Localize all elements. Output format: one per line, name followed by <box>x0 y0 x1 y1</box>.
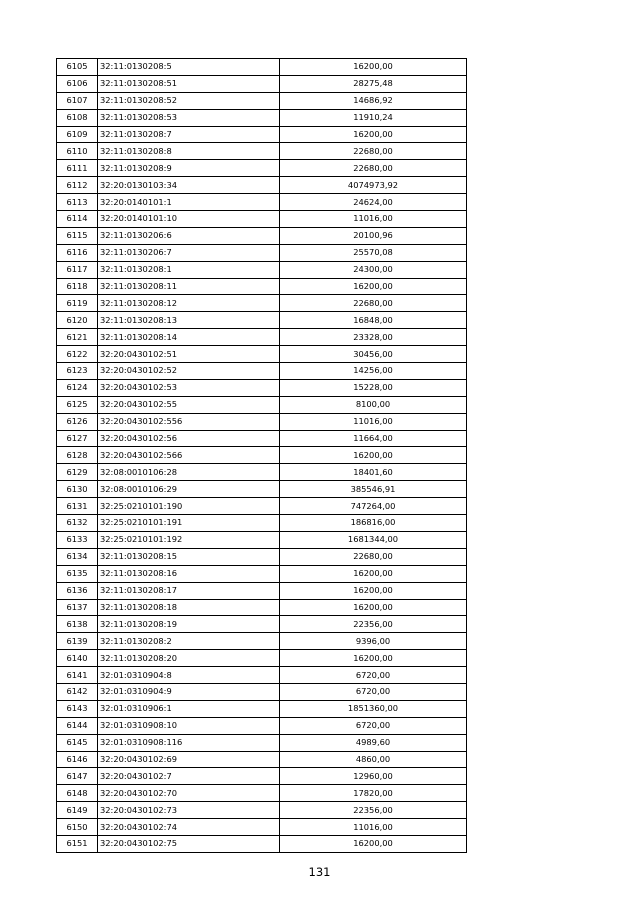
cadastral-number-cell: 32:25:0210101:190 <box>98 498 280 515</box>
table-row <box>57 531 467 548</box>
cadastral-number-cell: 32:11:0130208:52 <box>98 92 280 109</box>
value-cell: 4074973,92 <box>280 177 467 194</box>
cadastral-number-cell: 32:01:0310908:116 <box>98 734 280 751</box>
value-cell: 22680,00 <box>280 160 467 177</box>
cadastral-number-cell: 32:01:0310904:9 <box>98 683 280 700</box>
value-cell: 30456,00 <box>280 346 467 363</box>
value-cell: 28275,48 <box>280 75 467 92</box>
value-cell: 16200,00 <box>280 565 467 582</box>
cadastral-number-cell: 32:20:0140101:10 <box>98 211 280 228</box>
row-number-cell: 6123 <box>57 363 98 380</box>
value-cell: 11910,24 <box>280 109 467 126</box>
cadastral-number-cell: 32:11:0130208:14 <box>98 329 280 346</box>
table-row <box>57 515 467 532</box>
cadastral-number-cell: 32:11:0130208:1 <box>98 261 280 278</box>
table-row <box>57 59 467 76</box>
value-cell: 25570,08 <box>280 244 467 261</box>
cadastral-number-cell: 32:20:0430102:55 <box>98 396 280 413</box>
value-cell: 14256,00 <box>280 363 467 380</box>
value-cell: 11664,00 <box>280 430 467 447</box>
row-number-cell: 6121 <box>57 329 98 346</box>
row-number-cell: 6132 <box>57 515 98 532</box>
table-row <box>57 582 467 599</box>
row-number-cell: 6143 <box>57 700 98 717</box>
cadastral-number-cell: 32:11:0130208:17 <box>98 582 280 599</box>
cadastral-number-cell: 32:11:0130208:12 <box>98 295 280 312</box>
row-number-cell: 6109 <box>57 126 98 143</box>
row-number-cell: 6105 <box>57 59 98 76</box>
table-row <box>57 498 467 515</box>
cadastral-number-cell: 32:01:0310906:1 <box>98 700 280 717</box>
row-number-cell: 6133 <box>57 531 98 548</box>
table-row <box>57 261 467 278</box>
row-number-cell: 6148 <box>57 785 98 802</box>
table-row <box>57 819 467 836</box>
cadastral-number-cell: 32:20:0430102:52 <box>98 363 280 380</box>
cadastral-number-cell: 32:20:0430102:73 <box>98 802 280 819</box>
table-row <box>57 295 467 312</box>
row-number-cell: 6149 <box>57 802 98 819</box>
cadastral-number-cell: 32:11:0130208:16 <box>98 565 280 582</box>
value-cell: 16200,00 <box>280 582 467 599</box>
row-number-cell: 6125 <box>57 396 98 413</box>
table-row <box>57 346 467 363</box>
value-cell: 6720,00 <box>280 717 467 734</box>
cadastral-number-cell: 32:11:0130208:9 <box>98 160 280 177</box>
value-cell: 16200,00 <box>280 599 467 616</box>
table-row <box>57 126 467 143</box>
table-row <box>57 751 467 768</box>
value-cell: 747264,00 <box>280 498 467 515</box>
cadastral-number-cell: 32:20:0430102:70 <box>98 785 280 802</box>
row-number-cell: 6145 <box>57 734 98 751</box>
cadastral-number-cell: 32:08:0010106:28 <box>98 464 280 481</box>
table-row <box>57 363 467 380</box>
cadastral-number-cell: 32:11:0130208:11 <box>98 278 280 295</box>
table-row <box>57 194 467 211</box>
value-cell: 16200,00 <box>280 835 467 852</box>
table-row <box>57 768 467 785</box>
row-number-cell: 6141 <box>57 667 98 684</box>
value-cell: 15228,00 <box>280 379 467 396</box>
table-row <box>57 109 467 126</box>
table-row <box>57 92 467 109</box>
row-number-cell: 6139 <box>57 633 98 650</box>
row-number-cell: 6131 <box>57 498 98 515</box>
table-row <box>57 430 467 447</box>
row-number-cell: 6135 <box>57 565 98 582</box>
cadastral-number-cell: 32:11:0130206:6 <box>98 227 280 244</box>
table-row <box>57 447 467 464</box>
cadastral-number-cell: 32:01:0310904:8 <box>98 667 280 684</box>
value-cell: 385546,91 <box>280 481 467 498</box>
cadastral-number-cell: 32:11:0130208:13 <box>98 312 280 329</box>
row-number-cell: 6129 <box>57 464 98 481</box>
table-row <box>57 599 467 616</box>
page-number: 131 <box>308 865 331 879</box>
table-row <box>57 683 467 700</box>
cadastral-number-cell: 32:11:0130208:15 <box>98 548 280 565</box>
value-cell: 1681344,00 <box>280 531 467 548</box>
row-number-cell: 6146 <box>57 751 98 768</box>
row-number-cell: 6117 <box>57 261 98 278</box>
table-row <box>57 700 467 717</box>
value-cell: 186816,00 <box>280 515 467 532</box>
row-number-cell: 6144 <box>57 717 98 734</box>
table-row <box>57 667 467 684</box>
table-row <box>57 413 467 430</box>
table-row <box>57 717 467 734</box>
cadastral-number-cell: 32:11:0130208:51 <box>98 75 280 92</box>
table-row <box>57 329 467 346</box>
value-cell: 11016,00 <box>280 211 467 228</box>
cadastral-number-cell: 32:20:0130103:34 <box>98 177 280 194</box>
row-number-cell: 6137 <box>57 599 98 616</box>
row-number-cell: 6110 <box>57 143 98 160</box>
table-row <box>57 835 467 852</box>
row-number-cell: 6120 <box>57 312 98 329</box>
table-row <box>57 464 467 481</box>
cadastral-number-cell: 32:20:0430102:51 <box>98 346 280 363</box>
row-number-cell: 6127 <box>57 430 98 447</box>
value-cell: 16200,00 <box>280 59 467 76</box>
table-row <box>57 734 467 751</box>
row-number-cell: 6114 <box>57 211 98 228</box>
value-cell: 16200,00 <box>280 650 467 667</box>
row-number-cell: 6119 <box>57 295 98 312</box>
row-number-cell: 6113 <box>57 194 98 211</box>
row-number-cell: 6151 <box>57 835 98 852</box>
value-cell: 24624,00 <box>280 194 467 211</box>
cadastral-number-cell: 32:11:0130208:53 <box>98 109 280 126</box>
value-cell: 12960,00 <box>280 768 467 785</box>
cadastral-number-cell: 32:11:0130208:19 <box>98 616 280 633</box>
row-number-cell: 6147 <box>57 768 98 785</box>
cadastral-number-cell: 32:11:0130208:7 <box>98 126 280 143</box>
row-number-cell: 6122 <box>57 346 98 363</box>
table-row <box>57 211 467 228</box>
cadastral-number-cell: 32:20:0430102:7 <box>98 768 280 785</box>
value-cell: 11016,00 <box>280 819 467 836</box>
table-row <box>57 633 467 650</box>
value-cell: 16200,00 <box>280 278 467 295</box>
row-number-cell: 6134 <box>57 548 98 565</box>
table-row <box>57 481 467 498</box>
row-number-cell: 6112 <box>57 177 98 194</box>
row-number-cell: 6111 <box>57 160 98 177</box>
cadastral-number-cell: 32:20:0430102:566 <box>98 447 280 464</box>
cadastral-number-cell: 32:08:0010106:29 <box>98 481 280 498</box>
data-table <box>56 58 467 853</box>
row-number-cell: 6140 <box>57 650 98 667</box>
value-cell: 9396,00 <box>280 633 467 650</box>
table-row <box>57 143 467 160</box>
value-cell: 1851360,00 <box>280 700 467 717</box>
value-cell: 22680,00 <box>280 143 467 160</box>
table-row <box>57 75 467 92</box>
table-row <box>57 396 467 413</box>
value-cell: 6720,00 <box>280 667 467 684</box>
value-cell: 18401,60 <box>280 464 467 481</box>
table-row <box>57 227 467 244</box>
value-cell: 20100,96 <box>280 227 467 244</box>
cadastral-number-cell: 32:20:0430102:69 <box>98 751 280 768</box>
table-body <box>57 59 467 853</box>
cadastral-number-cell: 32:20:0430102:74 <box>98 819 280 836</box>
table-row <box>57 379 467 396</box>
table-row <box>57 278 467 295</box>
row-number-cell: 6116 <box>57 244 98 261</box>
table-row <box>57 160 467 177</box>
value-cell: 16848,00 <box>280 312 467 329</box>
cadastral-number-cell: 32:20:0430102:56 <box>98 430 280 447</box>
value-cell: 11016,00 <box>280 413 467 430</box>
cadastral-number-cell: 32:01:0310908:10 <box>98 717 280 734</box>
cadastral-number-cell: 32:11:0130208:20 <box>98 650 280 667</box>
value-cell: 22680,00 <box>280 295 467 312</box>
cadastral-number-cell: 32:25:0210101:191 <box>98 515 280 532</box>
row-number-cell: 6126 <box>57 413 98 430</box>
value-cell: 22680,00 <box>280 548 467 565</box>
value-cell: 6720,00 <box>280 683 467 700</box>
table-row <box>57 312 467 329</box>
value-cell: 24300,00 <box>280 261 467 278</box>
cadastral-number-cell: 32:20:0430102:53 <box>98 379 280 396</box>
row-number-cell: 6115 <box>57 227 98 244</box>
cadastral-number-cell: 32:20:0430102:556 <box>98 413 280 430</box>
cadastral-number-cell: 32:11:0130206:7 <box>98 244 280 261</box>
value-cell: 14686,92 <box>280 92 467 109</box>
table-row <box>57 565 467 582</box>
value-cell: 23328,00 <box>280 329 467 346</box>
table-row <box>57 548 467 565</box>
table-row <box>57 785 467 802</box>
row-number-cell: 6128 <box>57 447 98 464</box>
value-cell: 8100,00 <box>280 396 467 413</box>
row-number-cell: 6107 <box>57 92 98 109</box>
cadastral-number-cell: 32:11:0130208:8 <box>98 143 280 160</box>
value-cell: 22356,00 <box>280 802 467 819</box>
value-cell: 4989,60 <box>280 734 467 751</box>
table-row <box>57 650 467 667</box>
row-number-cell: 6136 <box>57 582 98 599</box>
table-row <box>57 616 467 633</box>
cadastral-number-cell: 32:11:0130208:5 <box>98 59 280 76</box>
cadastral-number-cell: 32:11:0130208:18 <box>98 599 280 616</box>
row-number-cell: 6106 <box>57 75 98 92</box>
cadastral-number-cell: 32:20:0430102:75 <box>98 835 280 852</box>
row-number-cell: 6138 <box>57 616 98 633</box>
row-number-cell: 6124 <box>57 379 98 396</box>
table-row <box>57 244 467 261</box>
row-number-cell: 6142 <box>57 683 98 700</box>
cadastral-number-cell: 32:20:0140101:1 <box>98 194 280 211</box>
row-number-cell: 6150 <box>57 819 98 836</box>
table-row <box>57 802 467 819</box>
value-cell: 16200,00 <box>280 447 467 464</box>
table-row <box>57 177 467 194</box>
cadastral-number-cell: 32:11:0130208:2 <box>98 633 280 650</box>
value-cell: 4860,00 <box>280 751 467 768</box>
value-cell: 17820,00 <box>280 785 467 802</box>
cadastral-number-cell: 32:25:0210101:192 <box>98 531 280 548</box>
row-number-cell: 6130 <box>57 481 98 498</box>
row-number-cell: 6108 <box>57 109 98 126</box>
value-cell: 22356,00 <box>280 616 467 633</box>
value-cell: 16200,00 <box>280 126 467 143</box>
row-number-cell: 6118 <box>57 278 98 295</box>
